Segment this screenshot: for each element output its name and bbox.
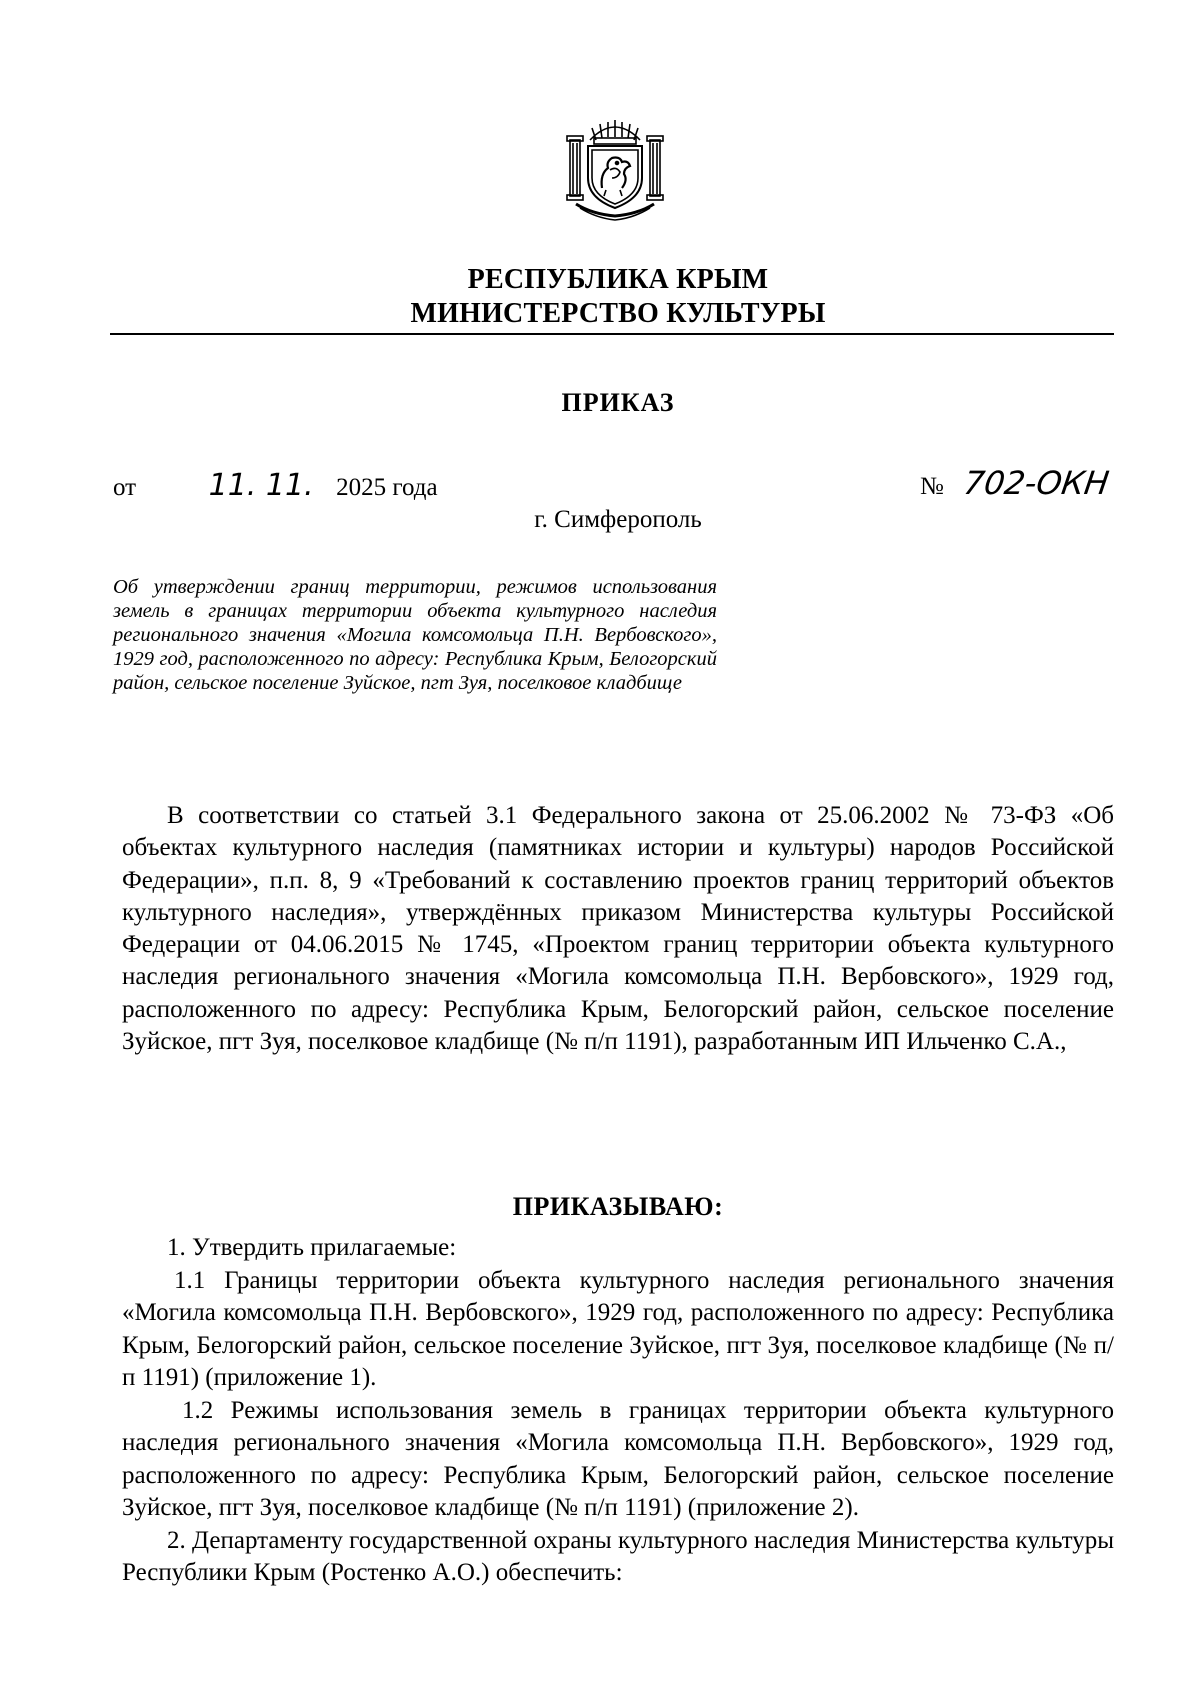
item-1-2: 1.2 Режимы использования земель в границах территории объекта культурного наследия регионального значения «Могила комсомольца П.Н. Вербовского», 1929 год, расположенного по адресу: Республика Крым, Белогорский район, сельское поселение Зуйское, пгт Зуя, поселковое кладбище (№ п/п 1191) (приложение 2). <box>122 1397 1114 1521</box>
item-2: 2. Департаменту государственной охраны культурного наследия Министерства культуры Республики Крым (Ростенко А.О.) обеспечить: <box>122 1527 1114 1587</box>
header-divider <box>110 333 1114 335</box>
item-1: 1. Утвердить прилагаемые: <box>167 1234 457 1261</box>
date-prefix: от <box>113 474 137 501</box>
item-1-1: 1.1 Границы территории объекта культурного наследия регионального значения «Могила комсомольца П.Н. Вербовского», 1929 год, расположенного по адресу: Республика Крым, Белогорский район, сельское поселение Зуйское, пгт Зуя, поселковое кладбище (№ п/п 1191) (приложение 1). <box>122 1267 1114 1391</box>
order-title: ПРИКАЗ <box>561 388 675 417</box>
order-subject: Об утверждении границ территории, режимов использования земель в границах территории объекта культурного наследия регионального значения «Могила комсомольца П.Н. Вербовского», 1929 год, расположенного по адресу: Республика Крым, Белогорский район, сельское поселение Зуйское, пгт Зуя, поселковое кладбище <box>113 576 717 694</box>
header-republic: РЕСПУБЛИКА КРЫМ <box>467 264 769 295</box>
decree-heading: ПРИКАЗЫВАЮ: <box>512 1192 724 1221</box>
date-year: 2025 года <box>336 474 438 501</box>
header-ministry: МИНИСТЕРСТВО КУЛЬТУРЫ <box>410 298 826 329</box>
order-number <box>920 464 1112 504</box>
date-handwritten: 11. 11. <box>208 468 314 503</box>
crimea-coat-of-arms-icon <box>562 118 668 222</box>
number-prefix: № <box>920 473 944 500</box>
preamble-paragraph: В соответствии со статьей 3.1 Федерального закона от 25.06.2002 № 73-ФЗ «Об объектах культурного наследия (памятниках истории и культуры) народов Российской Федерации», п.п. 8, 9 «Требований к составлению проектов границ территорий объектов культурного наследия», утверждённых приказом Министерства культуры Российской Федерации от 04.06.2015 № 1745, «Проектом границ территории объекта культурного наследия регионального значения «Могила комсомольца П.Н. Вербовского», 1929 год, расположенного по адресу: Республика Крым, Белогорский район, сельское поселение Зуйское, пгт Зуя, поселковое кладбище (№ п/п 1191), разработанным ИП Ильченко С.А., <box>122 802 1114 1056</box>
number-handwritten: 702-ОКН <box>961 464 1112 502</box>
order-date <box>113 470 438 504</box>
order-city: г. Симферополь <box>534 506 702 533</box>
